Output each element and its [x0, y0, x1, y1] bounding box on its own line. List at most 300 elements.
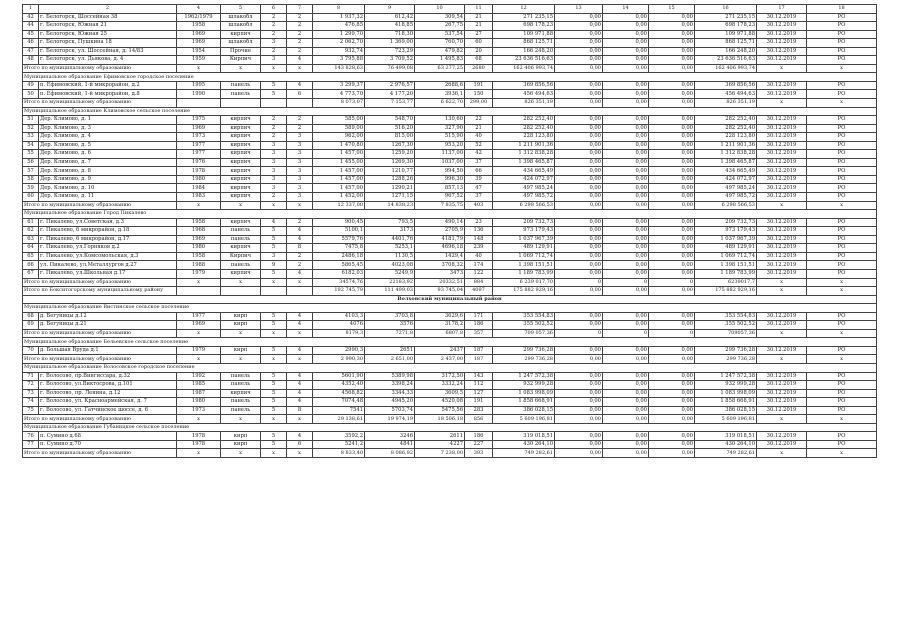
table-cell: 489 129,91 [493, 244, 555, 253]
table-cell: кирпич [221, 193, 261, 202]
district-heading-row [23, 295, 877, 304]
subtotal-cell: х [261, 201, 287, 210]
table-cell: кирпич [221, 167, 261, 176]
subtotal-cell: 162 406 993,74 [695, 64, 757, 73]
table-cell: 3 709,52 [365, 56, 415, 65]
table-cell: 0,00 [649, 124, 695, 133]
table-cell: 49 [23, 81, 39, 90]
table-cell: 0,00 [603, 133, 649, 142]
table-cell: 48 [23, 56, 39, 65]
table-cell: 5 [261, 372, 287, 381]
subtotal-cell: 0,00 [555, 64, 603, 73]
table-cell: 0,00 [603, 432, 649, 441]
table-row [23, 244, 877, 253]
table-cell: кирп [221, 321, 261, 330]
section-heading: Муниципальное образование Волосовское городское поселение [23, 363, 877, 372]
table-cell: 0,00 [555, 381, 603, 390]
table-cell: г. Волосово, ул. Красноармейская, д. 7 [39, 398, 177, 407]
table-cell: 3609,5 [415, 389, 465, 398]
table-cell: 30.12.2019 [757, 39, 807, 48]
table-cell: 369 856,56 [493, 81, 555, 90]
column-number-cell: 2 [39, 5, 177, 14]
subtotal-cell: 5 609 196,81 [695, 415, 757, 424]
table-cell: 0,00 [555, 47, 603, 56]
subtotal-cell: 175 882 929,16 [695, 287, 757, 296]
table-cell: 30.12.2019 [757, 235, 807, 244]
table-cell: 0,00 [555, 389, 603, 398]
column-number-cell: 18 [807, 5, 877, 14]
table-cell: 0,00 [603, 56, 649, 65]
table-cell: 47 [23, 47, 39, 56]
section-heading-row [23, 210, 877, 219]
table-cell: 0,00 [649, 381, 695, 390]
subtotal-cell: 0,00 [649, 287, 695, 296]
table-cell: 3 [261, 252, 287, 261]
table-cell: 1969 [177, 235, 221, 244]
table-cell: 283 [465, 406, 493, 415]
table-cell: кирпич [221, 269, 261, 278]
table-cell: г. Волосово, пр.Вингиссара, д.32 [39, 372, 177, 381]
subtotal-cell: х [261, 355, 287, 364]
table-cell: 6 [287, 90, 313, 99]
table-cell: 174 [465, 261, 493, 270]
table-cell: 5 [261, 406, 287, 415]
table-cell: 1990 [177, 90, 221, 99]
table-cell: 282 252,40 [493, 116, 555, 125]
table-cell: 698 178,23 [695, 22, 757, 31]
table-cell: 0,00 [555, 312, 603, 321]
table-cell: 4945,20 [365, 398, 415, 407]
table-cell: 0,00 [555, 175, 603, 184]
table-cell: 8 [287, 244, 313, 253]
table-cell: 1 937,32 [313, 13, 365, 22]
table-cell: 5 [261, 269, 287, 278]
table-cell: 353 554,83 [695, 312, 757, 321]
table-cell: 0,00 [649, 56, 695, 65]
table-cell: 0,00 [603, 235, 649, 244]
table-cell: 0,00 [603, 141, 649, 150]
table-cell: 61 [23, 218, 39, 227]
subtotal-cell: 192 745,79 [313, 287, 365, 296]
table-cell: 309,54 [415, 13, 465, 22]
table-cell: 21 [465, 22, 493, 31]
table-cell: 4 177,20 [365, 90, 415, 99]
table-cell: 0,00 [603, 90, 649, 99]
section-heading-row [23, 363, 877, 372]
subtotal-cell: 7 153,77 [365, 99, 415, 108]
table-cell: 4023,08 [365, 261, 415, 270]
table-cell: 0,00 [603, 167, 649, 176]
subtotal-cell: 299 736,28 [695, 355, 757, 364]
table-cell: 0,00 [649, 116, 695, 125]
table-cell: РО [807, 227, 877, 236]
subtotal-cell: 403 [465, 201, 493, 210]
section-heading: Муниципальное образование Губаницкое сельское поселение [23, 423, 877, 432]
table-cell: 2 [261, 47, 287, 56]
subtotal-cell: х [757, 415, 807, 424]
subtotal-cell: 826 351,19 [493, 99, 555, 108]
table-cell: РО [807, 30, 877, 39]
table-cell: 1954 [177, 47, 221, 56]
table-cell: 65 [23, 252, 39, 261]
subtotal-cell: х [287, 64, 313, 73]
table-cell: 1269,30 [365, 158, 415, 167]
subtotal-cell: 5 609 196,81 [493, 415, 555, 424]
table-cell: 282 252,40 [493, 124, 555, 133]
table-cell: 0,00 [603, 389, 649, 398]
table-cell: 3 795,88 [313, 56, 365, 65]
table-cell: 1 312 838,28 [493, 150, 555, 159]
table-cell: 23 636 516,63 [493, 56, 555, 65]
subtotal-cell: 0,00 [649, 99, 695, 108]
table-cell: Дер. Климово, д. 6 [39, 150, 177, 159]
table-cell: 0,00 [603, 150, 649, 159]
table-cell: 1 211 901,36 [493, 141, 555, 150]
table-cell: 1962/1979 [177, 13, 221, 22]
table-cell: г. Белогорск, Шоссейная 38 [39, 13, 177, 22]
column-number-cell: 7 [287, 5, 313, 14]
table-cell: 1980 [177, 244, 221, 253]
table-cell: 434 665,49 [493, 167, 555, 176]
table-cell: 0,00 [649, 346, 695, 355]
subtotal-cell: 0,00 [649, 201, 695, 210]
table-cell: 0,00 [603, 124, 649, 133]
subtotal-label: Итого по Бокситогорскому муниципальному району [23, 287, 177, 296]
table-cell: 1979 [177, 346, 221, 355]
table-cell: 1137,00 [415, 150, 465, 159]
table-cell: 0,00 [603, 158, 649, 167]
table-cell: 932 999,28 [493, 381, 555, 390]
table-cell: 5 [261, 440, 287, 449]
table-cell: 21 [465, 13, 493, 22]
table-cell: 67 [23, 269, 39, 278]
table-cell: 0,00 [603, 81, 649, 90]
table-cell: 0,00 [555, 440, 603, 449]
table-cell: 476,85 [313, 22, 365, 31]
subtotal-cell: 0,00 [603, 287, 649, 296]
table-cell: 4 [287, 235, 313, 244]
subtotal-cell: 856 [465, 415, 493, 424]
table-row [23, 175, 877, 184]
table-cell: 1 312 838,28 [695, 150, 757, 159]
table-row [23, 56, 877, 65]
table-cell: г. Волосово, ул. Гатчинское шоссе, д. 6 [39, 406, 177, 415]
subtotal-cell: х [807, 415, 877, 424]
table-cell: 1 037 967,39 [695, 235, 757, 244]
table-cell: 2990,3 [313, 346, 365, 355]
table-cell: 4520,08 [415, 398, 465, 407]
table-cell: 30.12.2019 [757, 116, 807, 125]
table-cell: 2 [287, 116, 313, 125]
column-number-cell: 6 [261, 5, 287, 14]
table-cell: п. Сумино д.70 [39, 440, 177, 449]
table-cell: 282 252,40 [695, 116, 757, 125]
column-number-cell: 10 [415, 5, 465, 14]
table-cell: 5865,45 [313, 261, 365, 270]
subtotal-cell: 0,00 [649, 415, 695, 424]
table-cell: 71 [23, 372, 39, 381]
table-cell: 327,90 [415, 124, 465, 133]
table-cell: кирпич [221, 244, 261, 253]
table-cell: 30.12.2019 [757, 321, 807, 330]
subtotal-cell: х [261, 278, 287, 287]
table-cell: 228 123,80 [493, 133, 555, 142]
table-cell: 0,00 [555, 398, 603, 407]
table-cell: 1 858 668,91 [493, 398, 555, 407]
subtotal-cell: 0 [555, 329, 603, 338]
table-row [23, 372, 877, 381]
table-cell: 2 [261, 133, 287, 142]
table-cell: 30.12.2019 [757, 381, 807, 390]
table-cell: 0,00 [555, 193, 603, 202]
table-cell: 4841 [365, 440, 415, 449]
table-cell: РО [807, 90, 877, 99]
table-cell: РО [807, 398, 877, 407]
table-cell: 1958 [177, 22, 221, 31]
table-row [23, 440, 877, 449]
column-number-cell: 12 [493, 5, 555, 14]
table-cell: 122 [465, 269, 493, 278]
table-cell: 1977 [177, 141, 221, 150]
table-cell: 37 [465, 193, 493, 202]
subtotal-cell: х [287, 449, 313, 458]
table-cell: п. Ефимовский, 1-й микрорайон, д.2 [39, 81, 177, 90]
table-cell: 3 299,37 [313, 81, 365, 90]
table-cell: 2 976,57 [365, 81, 415, 90]
table-cell: 3 [261, 150, 287, 159]
section-heading: Муниципальное образование Ефимовское городское поселение [23, 73, 877, 82]
section-heading: Муниципальное образование Климовское сельское поселение [23, 107, 877, 116]
subtotal-cell: х [757, 278, 807, 287]
subtotal-cell: 6239017,7 [695, 278, 757, 287]
section-heading: Муниципальное образование Бельевское сельское поселение [23, 338, 877, 347]
table-cell: РО [807, 175, 877, 184]
table-cell: 0,00 [555, 150, 603, 159]
table-cell: 2 [287, 47, 313, 56]
table-cell: РО [807, 150, 877, 159]
table-cell: 4 [287, 312, 313, 321]
table-cell: Дер. Климово, д. 1 [39, 116, 177, 125]
table-cell: 30.12.2019 [757, 269, 807, 278]
table-cell: 0,00 [555, 141, 603, 150]
table-cell: РО [807, 124, 877, 133]
table-cell: 4352,40 [313, 381, 365, 390]
table-cell: 39 [465, 175, 493, 184]
table-cell: 2437 [415, 346, 465, 355]
subtotal-cell: 0,00 [555, 287, 603, 296]
table-cell: РО [807, 141, 877, 150]
table-cell: 1288,26 [365, 175, 415, 184]
table-cell: 1 247 572,38 [695, 372, 757, 381]
table-cell: д. Бегуницы д.12 [39, 312, 177, 321]
table-cell: 1130,5 [365, 252, 415, 261]
table-row [23, 167, 877, 176]
table-cell: 5389,98 [365, 372, 415, 381]
table-cell: 30.12.2019 [757, 312, 807, 321]
table-cell: 456 494,63 [493, 90, 555, 99]
subtotal-cell: х [807, 278, 877, 287]
table-cell: 30.12.2019 [757, 47, 807, 56]
table-row [23, 124, 877, 133]
table-cell: 589,00 [313, 124, 365, 133]
table-cell: 2 [261, 193, 287, 202]
table-cell: 793,5 [365, 218, 415, 227]
table-cell: 4 [287, 227, 313, 236]
table-cell: РО [807, 261, 877, 270]
table-cell: РО [807, 372, 877, 381]
subtotal-cell: 826 351,19 [695, 99, 757, 108]
table-cell: 1978 [177, 432, 221, 441]
subtotal-cell: 0,00 [555, 99, 603, 108]
table-row [23, 261, 877, 270]
table-cell: 30.12.2019 [757, 218, 807, 227]
table-cell: 30.12.2019 [757, 133, 807, 142]
subtotal-cell: х [177, 329, 221, 338]
table-cell: 148 [465, 235, 493, 244]
table-cell: 70 [23, 346, 39, 355]
table-cell: 166 248,20 [695, 47, 757, 56]
section-heading-row [23, 423, 877, 432]
subtotal-cell [177, 99, 221, 108]
table-cell: 130,60 [415, 116, 465, 125]
table-cell: 2 [287, 39, 313, 48]
table-cell: 1 457,00 [313, 184, 365, 193]
table-cell: 932,74 [313, 47, 365, 56]
table-cell: 760,70 [415, 39, 465, 48]
table-cell: Дер. Климово, д. 7 [39, 158, 177, 167]
table-cell: 186 [465, 432, 493, 441]
table-cell: 1 457,00 [313, 167, 365, 176]
subtotal-cell: х [757, 99, 807, 108]
column-number-cell: 5 [221, 5, 261, 14]
table-cell: 30.12.2019 [757, 398, 807, 407]
table-cell: 5 [261, 90, 287, 99]
table-cell: 0,00 [649, 235, 695, 244]
register-body [23, 5, 877, 458]
table-cell: 5 [261, 381, 287, 390]
section-heading: Муниципальное образование Вистинское сельское поселение [23, 304, 877, 313]
subtotal-cell: х [177, 201, 221, 210]
table-row [23, 158, 877, 167]
table-cell: РО [807, 321, 877, 330]
table-cell: 30.12.2019 [757, 150, 807, 159]
table-cell: кирпич [221, 133, 261, 142]
table-cell: Прочие [221, 47, 261, 56]
table-cell: 0,00 [555, 39, 603, 48]
table-cell: 3936,1 [415, 90, 465, 99]
table-row [23, 193, 877, 202]
table-cell: 5241,2 [313, 440, 365, 449]
table-cell: 0,00 [555, 184, 603, 193]
table-cell: 490,14 [415, 218, 465, 227]
table-row [23, 116, 877, 125]
table-cell: 191 [465, 398, 493, 407]
district-heading: Волховский муниципальный район [23, 295, 877, 304]
table-cell: 4103,3 [313, 312, 365, 321]
subtotal-cell: 63 277,25 [415, 64, 465, 73]
table-cell: 5 [261, 389, 287, 398]
subtotal-cell: х [261, 329, 287, 338]
table-cell: 723,29 [365, 47, 415, 56]
table-cell: 30.12.2019 [757, 406, 807, 415]
table-cell: 62 [23, 227, 39, 236]
table-cell: 962,00 [313, 133, 365, 142]
table-cell: 0,00 [603, 269, 649, 278]
table-cell: 1985 [177, 381, 221, 390]
table-cell: 0,00 [649, 133, 695, 142]
subtotal-cell: 0,00 [649, 355, 695, 364]
table-cell: г. Белогорск, Южная 21 [39, 22, 177, 31]
table-cell: 1975 [177, 116, 221, 125]
table-cell: 4 [261, 218, 287, 227]
table-cell: РО [807, 269, 877, 278]
table-cell: 209 732,73 [493, 218, 555, 227]
subtotal-cell: 20332,51 [415, 278, 465, 287]
table-cell: 4 [287, 56, 313, 65]
table-cell: 0,00 [603, 406, 649, 415]
table-cell: 1992 [177, 372, 221, 381]
table-cell: 355 502,52 [493, 321, 555, 330]
subtotal-cell: х [807, 99, 877, 108]
table-cell: панель [221, 227, 261, 236]
table-cell: 1980 [177, 398, 221, 407]
table-cell: г. Пикалево, ул.Школьная д.17 [39, 269, 177, 278]
table-cell: 430 264,10 [493, 440, 555, 449]
table-cell: 127 [465, 389, 493, 398]
table-cell: 4 [287, 432, 313, 441]
table-cell: 5 [261, 398, 287, 407]
table-cell: 2611 [415, 432, 465, 441]
table-cell: 515,90 [415, 133, 465, 142]
subtotal-cell [261, 99, 287, 108]
subtotal-row [23, 278, 877, 287]
table-row [23, 184, 877, 193]
subtotal-label: Итого по муниципальному образованию [23, 64, 177, 73]
table-cell: 187 [465, 346, 493, 355]
column-number-cell: 1 [23, 5, 39, 14]
table-cell: 1 037 967,39 [493, 235, 555, 244]
table-cell: панель [221, 235, 261, 244]
table-cell: 0,00 [603, 440, 649, 449]
table-cell: 2651 [365, 346, 415, 355]
table-cell: 3398,24 [365, 381, 415, 390]
table-cell: Дер. Климово, д. 10 [39, 184, 177, 193]
table-cell: 1 299,70 [313, 30, 365, 39]
subtotal-cell: х [287, 278, 313, 287]
table-cell: 4696,18 [415, 244, 465, 253]
subtotal-cell: 0,00 [555, 449, 603, 458]
table-cell: Кирпич [221, 56, 261, 65]
table-cell: 271 235,15 [493, 13, 555, 22]
table-row [23, 432, 877, 441]
table-cell: 2 [287, 22, 313, 31]
table-cell: кирпич [221, 141, 261, 150]
table-cell: 319 018,51 [493, 432, 555, 441]
table-cell: 8 [287, 406, 313, 415]
table-row [23, 150, 877, 159]
subtotal-cell: 0,00 [603, 449, 649, 458]
table-cell: 386 028,15 [695, 406, 757, 415]
table-cell: 0,00 [649, 175, 695, 184]
subtotal-row [23, 355, 877, 364]
table-cell: РО [807, 312, 877, 321]
table-cell: 0,00 [603, 184, 649, 193]
housing-register-table [22, 4, 877, 458]
subtotal-cell: 0 [603, 329, 649, 338]
table-cell: 489 129,91 [695, 244, 757, 253]
subtotal-cell: х [221, 329, 261, 338]
subtotal-cell: х [757, 449, 807, 458]
